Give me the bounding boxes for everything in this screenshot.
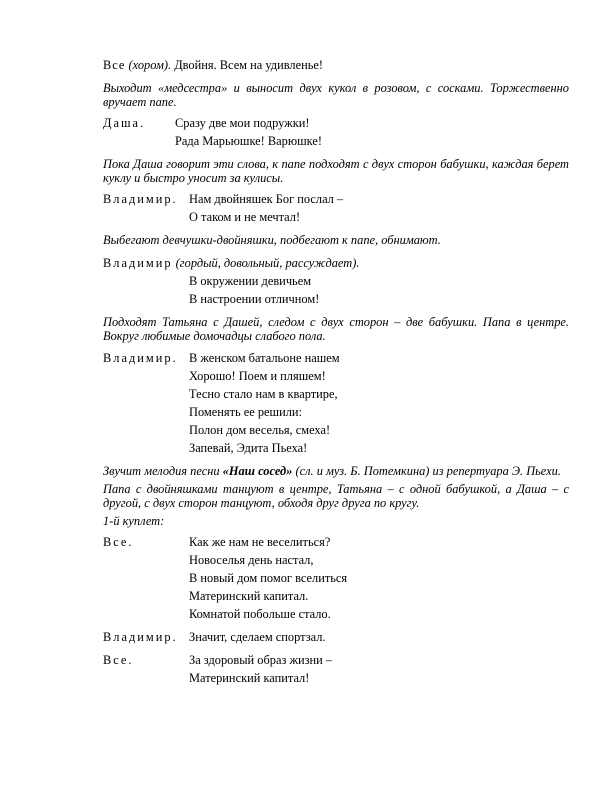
dialogue-text: За здоровый образ жизни –: [189, 653, 333, 667]
line-vladimir-4: [103, 630, 569, 644]
all-verse-1: [189, 553, 569, 621]
dialogue-text: Материнский капитал!: [189, 671, 310, 685]
speaker-dasha: Даша.: [103, 116, 146, 130]
speaker-vladimir: Владимир.: [103, 351, 178, 365]
line-dasha: [103, 116, 569, 130]
stage-text: Звучит мелодия песни: [103, 464, 220, 478]
dialogue-text: Поменять ее решили:: [189, 405, 302, 419]
dialogue-text: Материнский капитал.: [189, 589, 309, 603]
dialogue-text: В женском батальоне нашем: [189, 351, 340, 365]
verse-heading: 1-й куплет:: [103, 514, 165, 528]
dialogue-text: Двойня. Всем на удивленье!: [174, 58, 323, 72]
stage-direction-2: Пока Даша говорит эти слова, к папе подходят с двух сторон бабушки, каждая берет куклу и быстро уносит за кулисы.: [103, 157, 569, 185]
vladimir-verse-3: [189, 369, 569, 455]
dialogue-text: Как же нам не веселиться?: [189, 535, 331, 549]
speaker-all: Все: [103, 58, 126, 72]
dialogue-text: Значит, сделаем спортзал.: [189, 630, 326, 644]
line-all-1: [103, 535, 569, 549]
stage-direction-4: Подходят Татьяна с Дашей, следом с двух сторон – две бабушки. Папа в центре. Вокруг любимые домочадцы слабого пола.: [103, 315, 569, 343]
dialogue-text: Тесно стало нам в квартире,: [189, 387, 338, 401]
vladimir-verse-2: [189, 274, 569, 306]
vladimir-verse-1: [189, 210, 569, 224]
dialogue-text: Нам двойняшек Бог послал –: [189, 192, 344, 206]
stage-direction-1: Выходит «медсестра» и выносит двух кукол в розовом, с сосками. Торжественно вручает папе.: [103, 81, 569, 109]
speaker-all: Все.: [103, 535, 134, 549]
script-page: [103, 58, 569, 691]
dialogue-text: В окружении девичьем: [189, 274, 312, 288]
song-title: «Наш сосед»: [222, 464, 293, 478]
line-vladimir-2: [103, 256, 569, 270]
speaker-vladimir: Владимир.: [103, 630, 178, 644]
stage-direction-6: Папа с двойняшками танцуют в центре, Татьяна – с одной бабушкой, а Даша – с другой, с двух сторон танцуют, обходя друг друга по кругу.: [103, 482, 569, 510]
line-vladimir-1: [103, 192, 569, 206]
dialogue-text: В настроении отличном!: [189, 292, 320, 306]
stage-note: (гордый, довольный, рассуждает).: [175, 256, 360, 270]
dialogue-text: Хорошо! Поем и пляшем!: [189, 369, 326, 383]
line-all-chorus: [103, 58, 569, 72]
stage-note: (хором).: [128, 58, 172, 72]
speaker-vladimir: Владимир.: [103, 192, 178, 206]
dialogue-text: Запевай, Эдита Пьеха!: [189, 441, 308, 455]
dasha-verse: [175, 134, 569, 148]
dialogue-text: О таком и не мечтал!: [189, 210, 301, 224]
stage-direction-3: Выбегают девчушки-двойняшки, подбегают к папе, обнимают.: [103, 233, 441, 247]
all-verse-2: [189, 671, 569, 685]
dialogue-text: Рада Марьюшке! Варюшке!: [175, 134, 322, 148]
line-all-2: [103, 653, 569, 667]
dialogue-text: Полон дом веселья, смеха!: [189, 423, 331, 437]
stage-direction-5: [103, 464, 569, 478]
dialogue-text: В новый дом помог вселиться: [189, 571, 348, 585]
speaker-vladimir: Владимир: [103, 256, 173, 270]
dialogue-text: Сразу две мои подружки!: [175, 116, 310, 130]
dialogue-text: Новоселья день настал,: [189, 553, 314, 567]
speaker-all: Все.: [103, 653, 134, 667]
dialogue-text: Комнатой побольше стало.: [189, 607, 331, 621]
stage-text: (сл. и муз. Б. Потемкина) из репертуара Э. Пьехи.: [295, 464, 561, 478]
line-vladimir-3: [103, 351, 569, 365]
